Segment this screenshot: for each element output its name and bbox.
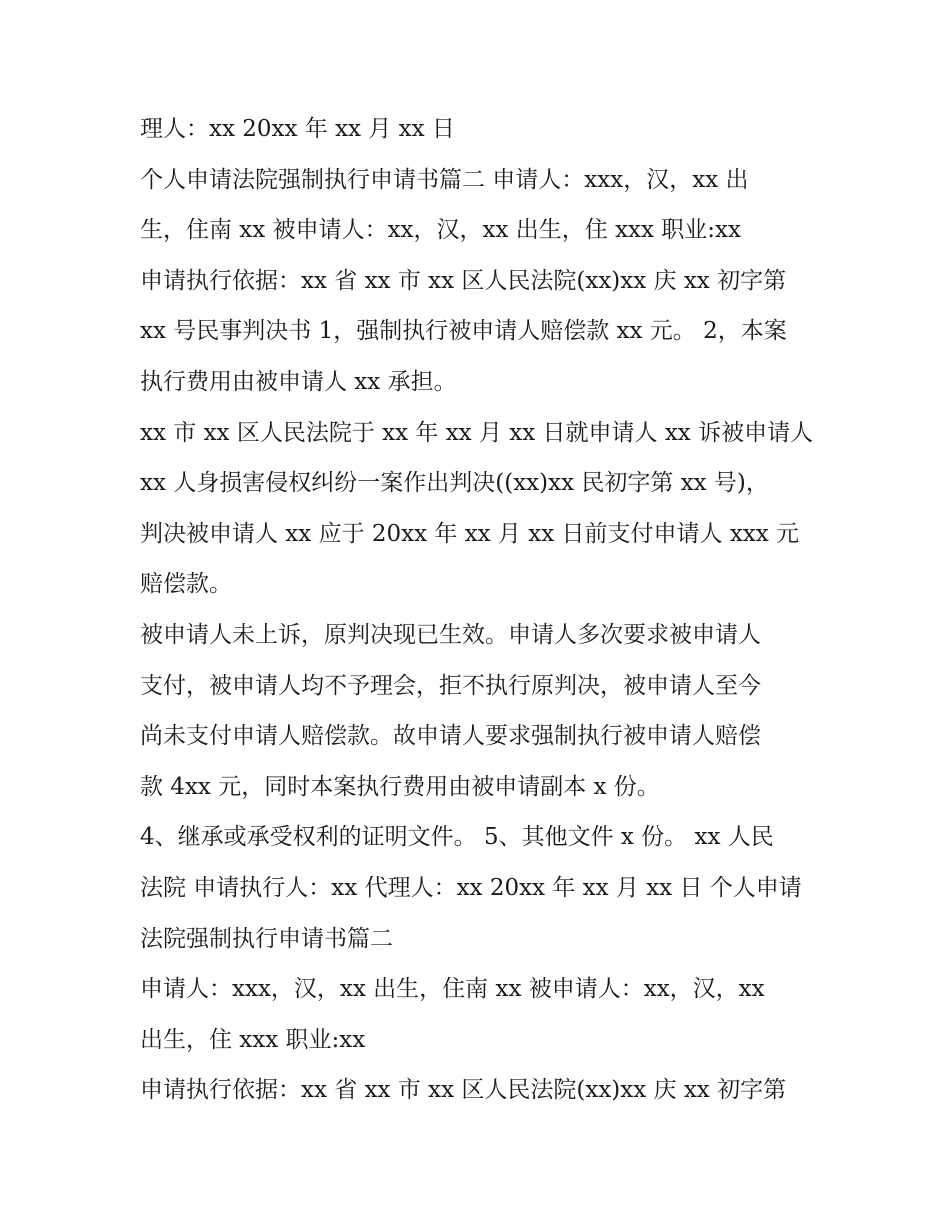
text-line: xx 人身损害侵权纠纷一案作出判决((xx)xx 民初字第 xx 号)， [140, 470, 769, 497]
text-line: 尚未支付申请人赔偿款。故申请人要求强制执行被申请人赔偿 [140, 723, 761, 750]
text-line: 法院强制执行申请书篇二 [140, 925, 393, 952]
text-line: 执行费用由被申请人 xx 承担。 [140, 368, 457, 395]
text-line: 款 4xx 元，同时本案执行费用由被申请副本 x 份。 [140, 773, 660, 800]
text-line: 申请执行依据：xx 省 xx 市 xx 区人民法院(xx)xx 庆 xx 初字第 [140, 267, 787, 294]
text-line: 支付，被申请人均不予理会，拒不执行原判决，被申请人至今 [140, 672, 761, 699]
text-line: 判决被申请人 xx 应于 20xx 年 xx 月 xx 日前支付申请人 xxx 元 [140, 520, 800, 547]
text-line: 法院 申请执行人：xx 代理人：xx 20xx 年 xx 月 xx 日 个人申请 [140, 874, 802, 901]
text-line: 个人申请法院强制执行申请书篇二 申请人：xxx，汉，xx 出 [140, 166, 749, 193]
text-line: 理人：xx 20xx 年 xx 月 xx 日 [140, 116, 455, 142]
text-line: 生，住南 xx 被申请人：xx，汉，xx 出生，住 xxx 职业:xx [140, 217, 741, 244]
text-line: xx 号民事判决书 1，强制执行被申请人赔偿款 xx 元。 2，本案 [140, 318, 787, 345]
text-line: 申请人：xxx，汉，xx 出生，住南 xx 被申请人：xx，汉，xx [140, 976, 765, 1003]
text-line: 申请执行依据：xx 省 xx 市 xx 区人民法院(xx)xx 庆 xx 初字第 [140, 1077, 787, 1104]
text-line: 出生，住 xxx 职业:xx [140, 1026, 366, 1053]
text-line: xx 市 xx 区人民法院于 xx 年 xx 月 xx 日就申请人 xx 诉被申请人 [140, 419, 814, 446]
text-line: 赔偿款。 [140, 571, 232, 598]
text-line: 被申请人未上诉，原判决现已生效。申请人多次要求被申请人 [140, 621, 761, 648]
text-line: 4、继承或承受权利的证明文件。 5、其他文件 x 份。 xx 人民 [140, 824, 774, 851]
document-body [140, 104, 820, 1116]
